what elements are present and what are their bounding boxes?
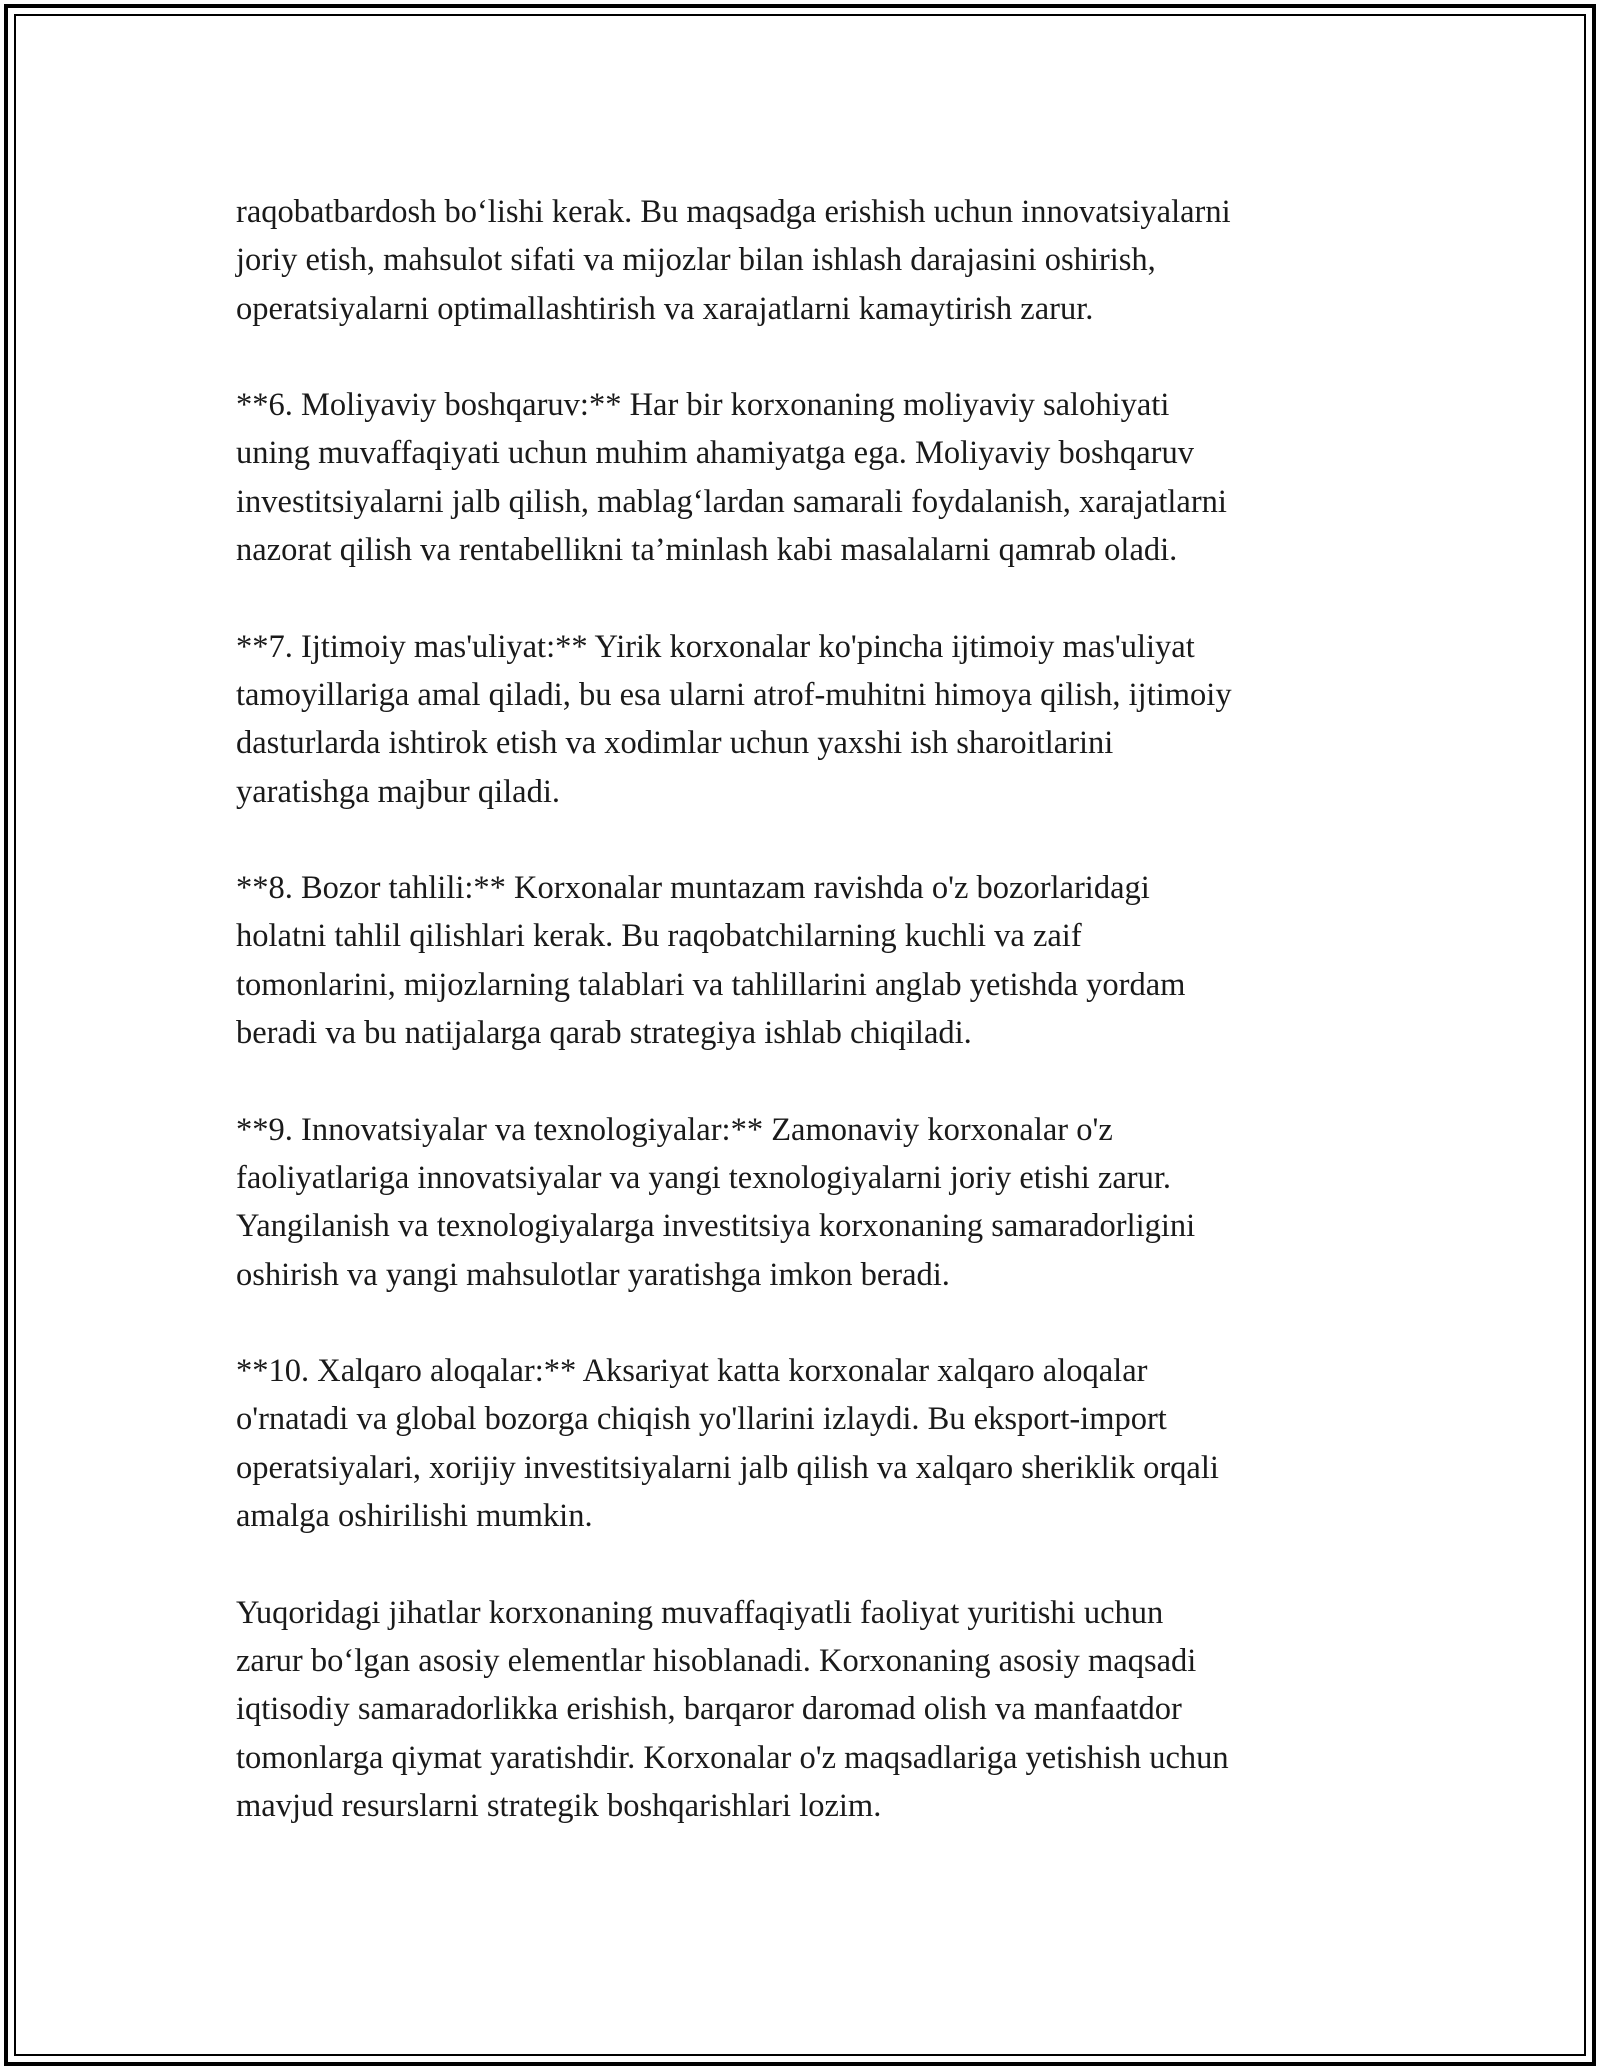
text-line: **8. Bozor tahlili:** Korxonalar muntazam ravishda o'z bozorlaridagi bbox=[236, 870, 1150, 907]
paragraph-international-relations bbox=[236, 1347, 1366, 1540]
paragraph-innovations bbox=[236, 1106, 1366, 1299]
text-line: uning muvaffaqiyati uchun muhim ahamiyatga ega. Moliyaviy boshqaruv bbox=[236, 435, 1194, 472]
text-line: **9. Innovatsiyalar va texnologiyalar:** Zamonaviy korxonalar o'z bbox=[236, 1111, 1113, 1148]
paragraph-competitiveness bbox=[236, 188, 1366, 333]
paragraph-social-responsibility bbox=[236, 623, 1366, 816]
text-line: mavjud resurslarni strategik boshqarishlari lozim. bbox=[236, 1787, 882, 1824]
text-line: iqtisodiy samaradorlikka erishish, barqaror daromad olish va manfaatdor bbox=[236, 1691, 1182, 1728]
text-line: **10. Xalqaro aloqalar:** Aksariyat katta korxonalar xalqaro aloqalar bbox=[236, 1353, 1148, 1390]
text-line: tomonlarini, mijozlarning talablari va tahlillarini anglab yetishda yordam bbox=[236, 966, 1186, 1003]
text-line: raqobatbardosh bo‘lishi kerak. Bu maqsadga erishish uchun innovatsiyalarni bbox=[236, 194, 1231, 230]
text-line: Yangilanish va texnologiyalarga investitsiya korxonaning samaradorligini bbox=[236, 1208, 1196, 1245]
text-line: **7. Ijtimoiy mas'uliyat:** Yirik korxonalar ko'pincha ijtimoiy mas'uliyat bbox=[236, 628, 1195, 665]
text-line: **6. Moliyaviy boshqaruv:** Har bir korxonaning moliyaviy salohiyati bbox=[236, 387, 1170, 424]
paragraph-market-analysis bbox=[236, 864, 1366, 1057]
text-line: operatsiyalarni optimallashtirish va xarajatlarni kamaytirish zarur. bbox=[236, 290, 1094, 327]
document-body bbox=[236, 188, 1366, 1878]
text-line: tamoyillariga amal qiladi, bu esa ularni atrof-muhitni himoya qilish, ijtimoiy bbox=[236, 676, 1232, 713]
text-line: operatsiyalari, xorijiy investitsiyalarni jalb qilish va xalqaro sheriklik orqali bbox=[236, 1449, 1219, 1486]
text-line: dasturlarda ishtirok etish va xodimlar uchun yaxshi ish sharoitlarini bbox=[236, 725, 1114, 762]
text-line: faoliyatlariga innovatsiyalar va yangi texnologiyalarni joriy etishi zarur. bbox=[236, 1159, 1171, 1196]
text-line: yaratishga majbur qiladi. bbox=[236, 773, 561, 810]
text-line: oshirish va yangi mahsulotlar yaratishga imkon beradi. bbox=[236, 1256, 950, 1293]
text-line: beradi va bu natijalarga qarab strategiya ishlab chiqiladi. bbox=[236, 1015, 972, 1052]
text-line: o'rnatadi va global bozorga chiqish yo'llarini izlaydi. Bu eksport-import bbox=[236, 1401, 1167, 1438]
text-line: joriy etish, mahsulot sifati va mijozlar bilan ishlash darajasini oshirish, bbox=[236, 242, 1156, 279]
text-line: holatni tahlil qilishlari kerak. Bu raqobatchilarning kuchli va zaif bbox=[236, 918, 1082, 955]
text-line: investitsiyalarni jalb qilish, mablag‘lardan samarali foydalanish, xarajatlarni bbox=[236, 483, 1227, 520]
paragraph-conclusion bbox=[236, 1589, 1366, 1830]
text-line: nazorat qilish va rentabellikni ta’minlash kabi masalalarni qamrab oladi. bbox=[236, 532, 1178, 569]
text-line: Yuqoridagi jihatlar korxonaning muvaffaqiyatli faoliyat yuritishi uchun bbox=[236, 1594, 1164, 1631]
text-line: amalga oshirilishi mumkin. bbox=[236, 1498, 593, 1535]
paragraph-financial-management bbox=[236, 381, 1366, 574]
text-line: zarur bo‘lgan asosiy elementlar hisoblanadi. Korxonaning asosiy maqsadi bbox=[236, 1642, 1197, 1679]
text-line: tomonlarga qiymat yaratishdir. Korxonalar o'z maqsadlariga yetishish uchun bbox=[236, 1739, 1229, 1776]
